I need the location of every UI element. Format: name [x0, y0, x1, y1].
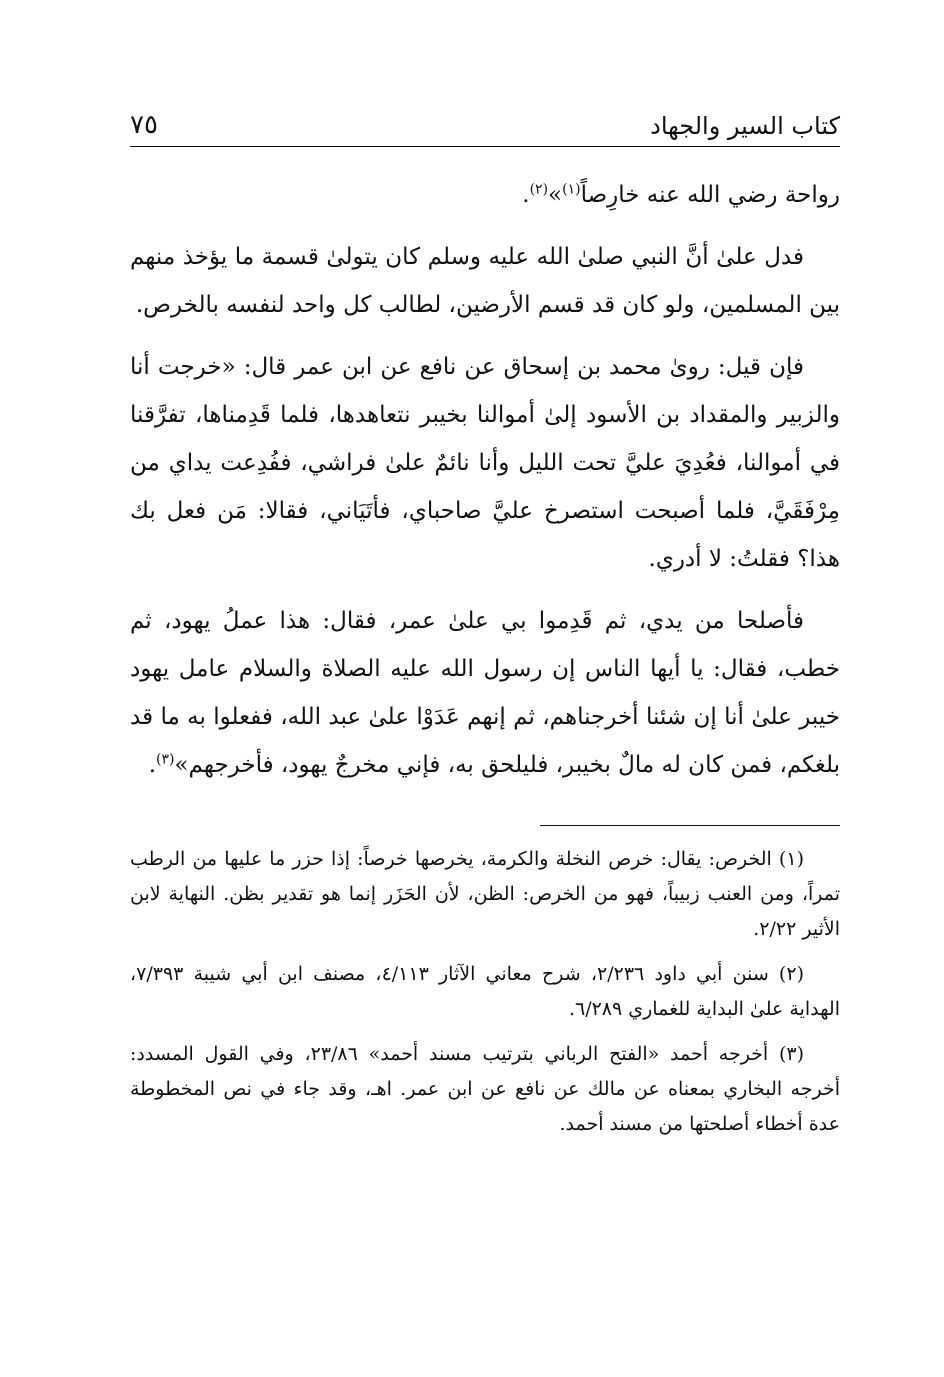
- footnote-2: (٢) سنن أبي داود ٢/٢٣٦، شرح معاني الآثار ٤/١١٣، مصنف ابن أبي شيبة ٧/٣٩٣، الهداية علىٰ البداية للغماري ٦/٢٨٩.: [130, 963, 840, 1020]
- footnote-1: (١) الخرص: يقال: خرص النخلة والكرمة، يخرصها خرصاً: إذا حزر ما عليها من الرطب تمراً، ومن العنب زبيباً، فهو من الخرص: الظن، لأن الحَزَر إنما هو تقدير بظن. النهاية لابن الأثير ٢/٢٢.: [130, 848, 840, 940]
- paragraph-4: فأصلحا من يدي، ثم قَدِموا بي علىٰ عمر، فقال: هذا عملُ يهود، ثم خطب، فقال: يا أيها الناس إن رسول الله عليه الصلاة والسلام عامل يهود خيبر علىٰ أنا إن شئنا أخرجناهم، ثم إنهم عَدَوْا علىٰ عبد الله، ففعلوا به ما قد بلغكم، فمن كان له مالٌ بخيبر، فليلحق به، فإني مخرجٌ يهود، فأخرجهم»$^{(٣)}$.: [130, 608, 840, 778]
- footnotes: [130, 842, 840, 1142]
- paragraph-3: فإن قيل: روىٰ محمد بن إسحاق عن نافع عن ابن عمر قال: «خرجت أنا والزبير والمقداد بن الأسود إلىٰ أموالنا بخيبر نتعاهدها، فلما قَدِمناها، تفرَّقنا في أموالنا، فعُدِيَ عليَّ تحت الليل وأنا نائمٌ علىٰ فراشي، ففُدِعت يداي من مِرْفَقَيَّ، فلما أصبحت استصرخ عليَّ صاحباي، فأتَيَاني، فقالا: مَن فعل بك هذا؟ فقلتُ: لا أدري.: [130, 354, 840, 572]
- book-title: كتاب السير والجهاد: [650, 112, 840, 140]
- footnote-ref-3[interactable]: (٣): [156, 751, 175, 768]
- document-page: [130, 100, 840, 1152]
- paragraph-1: رواحة رضي الله عنه خارِصاً$^{(١)}$»$^{(٢)}$.: [522, 181, 840, 208]
- footnote-divider: [540, 825, 840, 826]
- main-text: [130, 171, 840, 789]
- paragraph-2: فدل علىٰ أنَّ النبي صلىٰ الله عليه وسلم كان يتولىٰ قسمة ما يؤخذ منهم بين المسلمين، ولو كان قد قسم الأرضين، لطالب كل واحد لنفسه بالخرص.: [130, 244, 840, 318]
- page-number: ٧٥: [130, 110, 158, 140]
- footnote-ref-1[interactable]: (١): [562, 181, 581, 198]
- footnote-3: (٣) أخرجه أحمد «الفتح الرباني بترتيب مسند أحمد» ٢٣/٨٦، وفي القول المسدد: أخرجه البخاري بمعناه عن مالك عن نافع عن ابن عمر. اهـ، وقد جاء في نص المخطوطة عدة أخطاء أصلحتها من مسند أحمد.: [130, 1043, 840, 1135]
- footnote-ref-2[interactable]: (٢): [529, 181, 549, 198]
- running-header: [130, 100, 840, 147]
